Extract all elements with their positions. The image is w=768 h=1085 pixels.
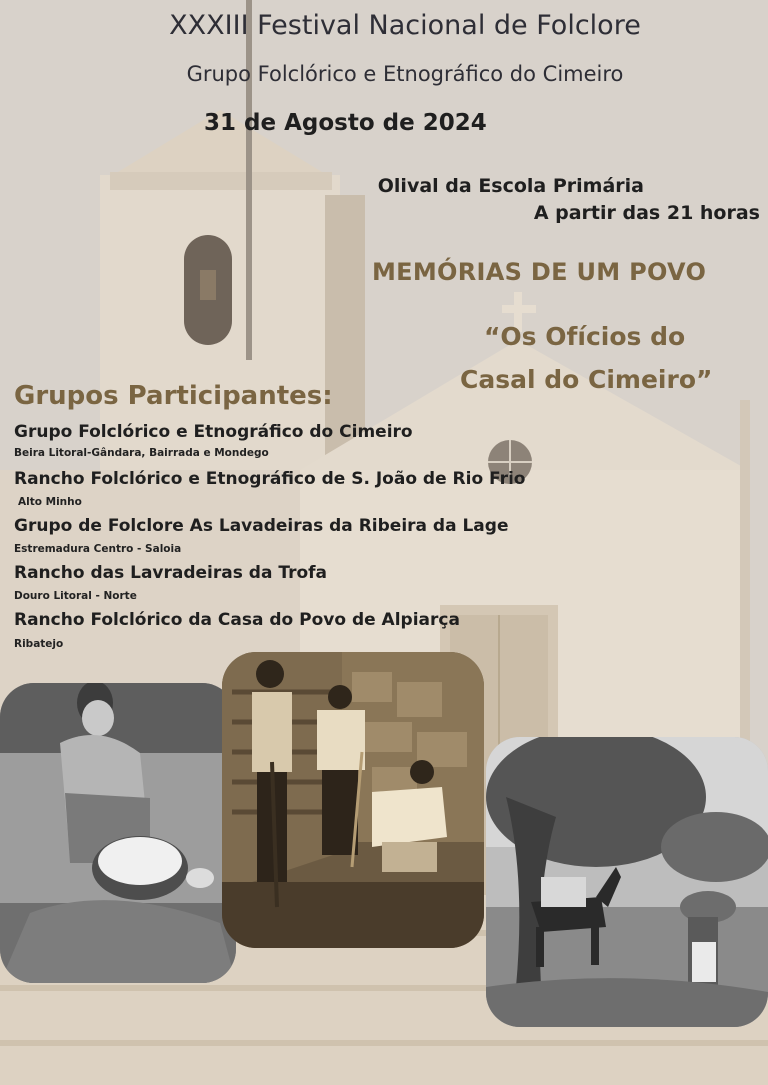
group-name: Rancho Folclórico da Casa do Povo de Alpiarça [14,610,460,630]
group-name: Rancho Folclórico e Etnográfico de S. João de Rio Frio [14,469,526,489]
theme-quote-line-2: Casal do Cimeiro” [460,365,713,394]
group-region: Beira Litoral-Gândara, Bairrada e Mondego [14,447,269,459]
festival-title: XXXIII Festival Nacional de Folclore [169,10,641,41]
donkey-olive-grove-photo [486,737,768,1027]
group-name: Grupo Folclórico e Etnográfico do Cimeiro [14,422,413,442]
event-theme: MEMÓRIAS DE UM POVO [372,258,707,286]
theme-quote-line-1: “Os Ofícios do [484,322,686,351]
washerwoman-photo [0,683,236,983]
groups-heading: Grupos Participantes: [14,381,333,411]
group-region: Estremadura Centro - Saloia [14,543,182,555]
group-region: Douro Litoral - Norte [14,590,137,602]
organizer-subtitle: Grupo Folclórico e Etnográfico do Cimeiro [186,62,624,86]
group-region: Ribatejo [14,638,64,650]
farm-workers-photo [222,652,484,948]
event-date: 31 de Agosto de 2024 [204,110,487,136]
group-region: Alto Minho [18,496,82,508]
event-venue: Olival da Escola Primária [377,175,644,197]
group-name: Rancho das Lavradeiras da Trofa [14,563,327,583]
event-time: A partir das 21 horas [533,202,760,224]
group-name: Grupo de Folclore As Lavadeiras da Ribeira da Lage [14,516,509,536]
